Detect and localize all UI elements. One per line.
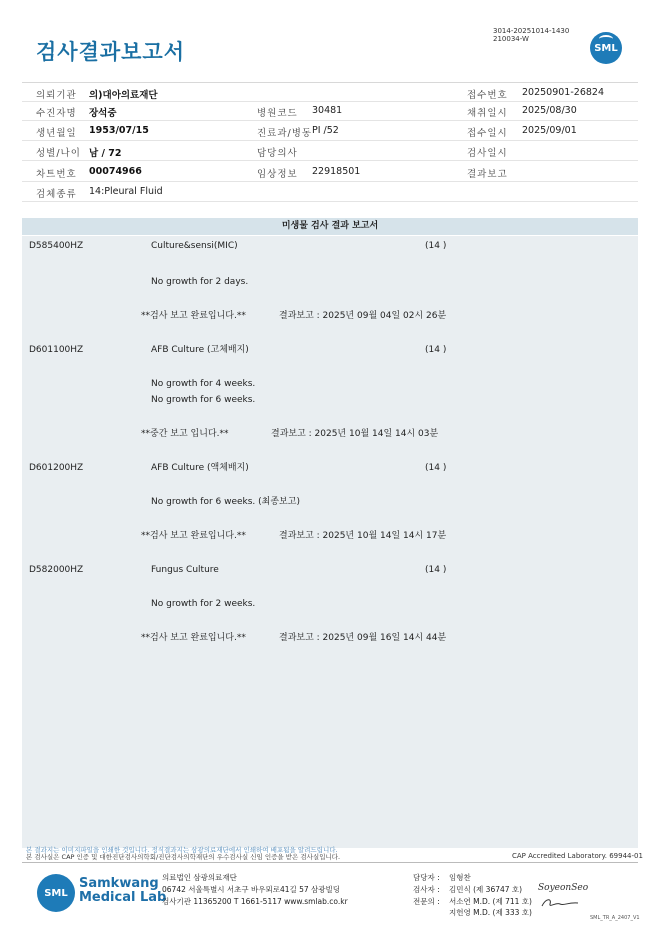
test-name: Fungus Culture xyxy=(151,565,219,575)
result-line: No growth for 4 weeks. xyxy=(151,379,256,389)
row-stripe xyxy=(22,763,638,780)
result-line: No growth for 2 weeks. xyxy=(151,599,256,609)
report-status: **검사 보고 완료입니다.** xyxy=(141,633,246,643)
specimen-number: (14 ) xyxy=(425,463,447,473)
report-time: 결과보고 : 2025년 10월 14일 14시 03분 xyxy=(271,429,439,439)
row-stripe xyxy=(22,236,638,253)
row-stripe xyxy=(22,729,638,746)
row-stripe xyxy=(22,814,638,831)
staff-label: 검사자 : xyxy=(413,885,440,894)
accreditation-notice: 본 검사실은 CAP 인증 및 대한진단검사의학회/진단검사의학재단의 우수검사실 신임 인증을 받은 검사실입니다. xyxy=(26,853,341,861)
report-status: **중간 보고 입니다.** xyxy=(141,429,229,439)
org-contact: 검사기관 11365200 T 1661-5117 www.smlab.co.kr xyxy=(162,897,348,906)
brand-name: Samkwang Medical Lab xyxy=(79,876,167,905)
field-label: 성별/나이 xyxy=(36,148,81,159)
row-stripe xyxy=(22,661,638,678)
field-value: 22918501 xyxy=(312,166,361,177)
field-label: 접수일시 xyxy=(467,128,508,139)
form-code: SML_TR_A_2407_V1 xyxy=(590,915,640,921)
staff-label: 담당자 : xyxy=(413,873,440,882)
row-stripe xyxy=(22,576,638,593)
row-stripe xyxy=(22,746,638,763)
specimen-number: (14 ) xyxy=(425,241,447,251)
field-value: PI /52 xyxy=(312,125,339,136)
row-stripe xyxy=(22,559,638,576)
test-code: D585400HZ xyxy=(29,241,84,251)
row-stripe xyxy=(22,389,638,406)
staff-name: 임형찬 xyxy=(449,873,471,882)
info-row xyxy=(22,141,638,161)
print-notice: 본 결과지는 이미지파일을 인쇄한 것입니다. 정식결과지는 삼광의료재단에서 인쇄하여 배포됨을 알려드립니다. xyxy=(26,846,338,854)
signature-seo: SoyeonSeo xyxy=(538,883,589,893)
report-time: 결과보고 : 2025년 10월 14일 14시 17분 xyxy=(279,531,447,541)
field-value: 30481 xyxy=(312,105,343,116)
staff-name: 김민식 (제 36747 호) xyxy=(449,885,523,894)
footer-divider xyxy=(22,862,638,863)
row-stripe xyxy=(22,253,638,270)
document-id: 3014-20251014-1430 210034-W xyxy=(493,27,570,43)
field-value: 장석중 xyxy=(89,108,117,119)
field-label: 접수번호 xyxy=(467,90,508,101)
sml-logo-icon: SML xyxy=(590,32,622,64)
row-stripe xyxy=(22,593,638,610)
cap-accreditation: CAP Accredited Laboratory. 69944-01 xyxy=(512,852,643,860)
row-stripe xyxy=(22,491,638,508)
row-stripe xyxy=(22,644,638,661)
row-stripe xyxy=(22,457,638,474)
field-label: 임상정보 xyxy=(257,169,298,180)
row-stripe xyxy=(22,797,638,814)
specimen-number: (14 ) xyxy=(425,565,447,575)
row-stripe xyxy=(22,508,638,525)
row-stripe xyxy=(22,406,638,423)
page-title: 검사결과보고서 xyxy=(36,40,186,64)
field-label: 수진자명 xyxy=(36,108,77,119)
org-name: 의료법인 삼광의료재단 xyxy=(162,873,237,882)
test-name: AFB Culture (액체배지) xyxy=(151,463,249,473)
info-row xyxy=(22,101,638,121)
test-name: AFB Culture (고체배지) xyxy=(151,345,249,355)
row-stripe xyxy=(22,542,638,559)
info-row xyxy=(22,162,638,182)
row-stripe xyxy=(22,440,638,457)
row-stripe xyxy=(22,321,638,338)
info-row xyxy=(22,182,638,202)
report-status: **검사 보고 완료입니다.** xyxy=(141,311,246,321)
info-row xyxy=(22,121,638,141)
field-label: 검사일시 xyxy=(467,148,508,159)
test-code: D582000HZ xyxy=(29,565,84,575)
row-stripe xyxy=(22,678,638,695)
field-label: 의뢰기관 xyxy=(36,90,77,101)
field-value: 2025/08/30 xyxy=(522,105,577,116)
field-value: 20250901-26824 xyxy=(522,87,605,98)
field-label: 병원코드 xyxy=(257,108,298,119)
field-label: 채취일시 xyxy=(467,108,508,119)
test-code: D601200HZ xyxy=(29,463,84,473)
field-label: 진료과/병동 xyxy=(257,128,313,139)
row-stripe xyxy=(22,372,638,389)
section-title: 미생물 검사 결과 보고서 xyxy=(22,218,638,235)
report-status: **검사 보고 완료입니다.** xyxy=(141,531,246,541)
field-value: 14:Pleural Fluid xyxy=(89,186,163,197)
staff-label: 전문의 : xyxy=(413,897,440,906)
field-label: 생년월일 xyxy=(36,128,77,139)
row-stripe xyxy=(22,780,638,797)
signature-ji-icon xyxy=(540,896,580,910)
specimen-number: (14 ) xyxy=(425,345,447,355)
field-value: 의)대아의료재단 xyxy=(89,90,158,101)
field-label: 차트번호 xyxy=(36,169,77,180)
staff-name: 서소연 M.D. (제 711 호) xyxy=(449,897,532,906)
samkwang-logo-icon: SML xyxy=(37,874,75,912)
field-value: 1953/07/15 xyxy=(89,125,149,136)
row-stripe xyxy=(22,695,638,712)
field-label: 결과보고 xyxy=(467,169,508,180)
field-label: 담당의사 xyxy=(257,148,298,159)
row-stripe xyxy=(22,287,638,304)
result-line: No growth for 6 weeks. xyxy=(151,395,256,405)
staff-name: 지헌영 M.D. (제 333 호) xyxy=(449,908,532,917)
row-stripe xyxy=(22,712,638,729)
row-stripe xyxy=(22,355,638,372)
field-label: 검체종류 xyxy=(36,189,77,200)
report-time: 결과보고 : 2025년 09월 04일 02시 26분 xyxy=(279,311,447,321)
field-value: 남 / 72 xyxy=(89,148,122,159)
report-time: 결과보고 : 2025년 09월 16일 14시 44분 xyxy=(279,633,447,643)
row-stripe xyxy=(22,610,638,627)
test-name: Culture&sensi(MIC) xyxy=(151,241,238,251)
field-value: 2025/09/01 xyxy=(522,125,577,136)
info-row xyxy=(22,82,638,102)
row-stripe xyxy=(22,338,638,355)
result-line: No growth for 2 days. xyxy=(151,277,249,287)
org-address: 06742 서울특별시 서초구 바우뫼로41길 57 삼광빌딩 xyxy=(162,885,341,894)
result-line: No growth for 6 weeks. (최종보고) xyxy=(151,497,300,507)
row-stripe xyxy=(22,270,638,287)
test-code: D601100HZ xyxy=(29,345,84,355)
field-value: 00074966 xyxy=(89,166,142,177)
row-stripe xyxy=(22,474,638,491)
